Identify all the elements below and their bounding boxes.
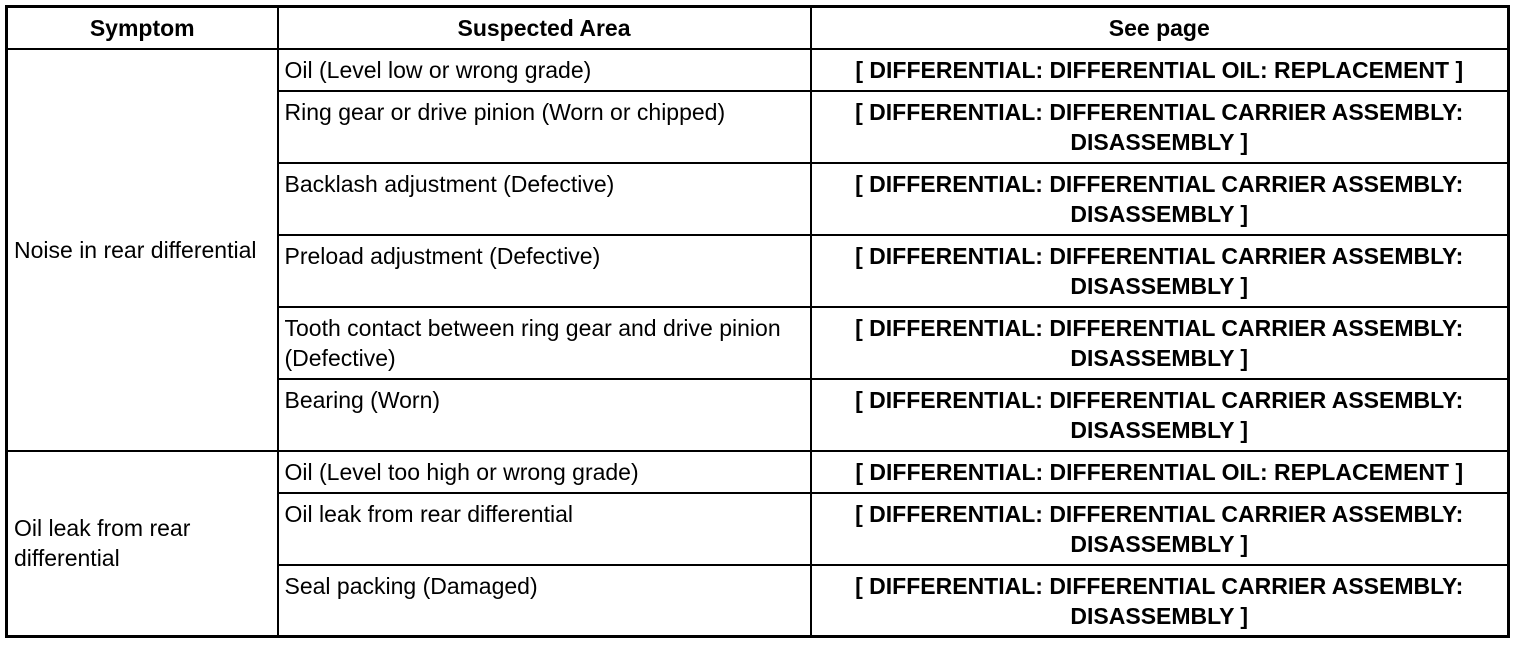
table-row: [7, 451, 1509, 493]
see-page-link[interactable]: [ DIFFERENTIAL: DIFFERENTIAL OIL: REPLACEMENT ]: [811, 451, 1509, 493]
suspected-area-cell: Preload adjustment (Defective): [278, 235, 811, 307]
see-page-link[interactable]: [ DIFFERENTIAL: DIFFERENTIAL CARRIER ASSEMBLY: DISASSEMBLY ]: [811, 565, 1509, 637]
see-page-link[interactable]: [ DIFFERENTIAL: DIFFERENTIAL CARRIER ASSEMBLY: DISASSEMBLY ]: [811, 379, 1509, 451]
suspected-area-cell: Oil (Level too high or wrong grade): [278, 451, 811, 493]
suspected-area-cell: Ring gear or drive pinion (Worn or chipped): [278, 91, 811, 163]
see-page-link[interactable]: [ DIFFERENTIAL: DIFFERENTIAL CARRIER ASSEMBLY: DISASSEMBLY ]: [811, 163, 1509, 235]
see-page-link[interactable]: [ DIFFERENTIAL: DIFFERENTIAL CARRIER ASSEMBLY: DISASSEMBLY ]: [811, 493, 1509, 565]
suspected-area-cell: Backlash adjustment (Defective): [278, 163, 811, 235]
suspected-area-cell: Tooth contact between ring gear and drive pinion (Defective): [278, 307, 811, 379]
troubleshooting-table: [5, 5, 1510, 638]
header-row: [7, 7, 1509, 49]
see-page-link[interactable]: [ DIFFERENTIAL: DIFFERENTIAL CARRIER ASSEMBLY: DISASSEMBLY ]: [811, 91, 1509, 163]
header-suspected-area: Suspected Area: [278, 7, 811, 49]
see-page-link[interactable]: [ DIFFERENTIAL: DIFFERENTIAL CARRIER ASSEMBLY: DISASSEMBLY ]: [811, 235, 1509, 307]
symptom-cell: Oil leak from rear differential: [7, 451, 278, 637]
suspected-area-cell: Bearing (Worn): [278, 379, 811, 451]
see-page-link[interactable]: [ DIFFERENTIAL: DIFFERENTIAL OIL: REPLACEMENT ]: [811, 49, 1509, 91]
header-symptom: Symptom: [7, 7, 278, 49]
header-see-page: See page: [811, 7, 1509, 49]
symptom-cell: Noise in rear differential: [7, 49, 278, 451]
suspected-area-cell: Oil leak from rear differential: [278, 493, 811, 565]
suspected-area-cell: Seal packing (Damaged): [278, 565, 811, 637]
table-row: [7, 49, 1509, 91]
suspected-area-cell: Oil (Level low or wrong grade): [278, 49, 811, 91]
see-page-link[interactable]: [ DIFFERENTIAL: DIFFERENTIAL CARRIER ASSEMBLY: DISASSEMBLY ]: [811, 307, 1509, 379]
